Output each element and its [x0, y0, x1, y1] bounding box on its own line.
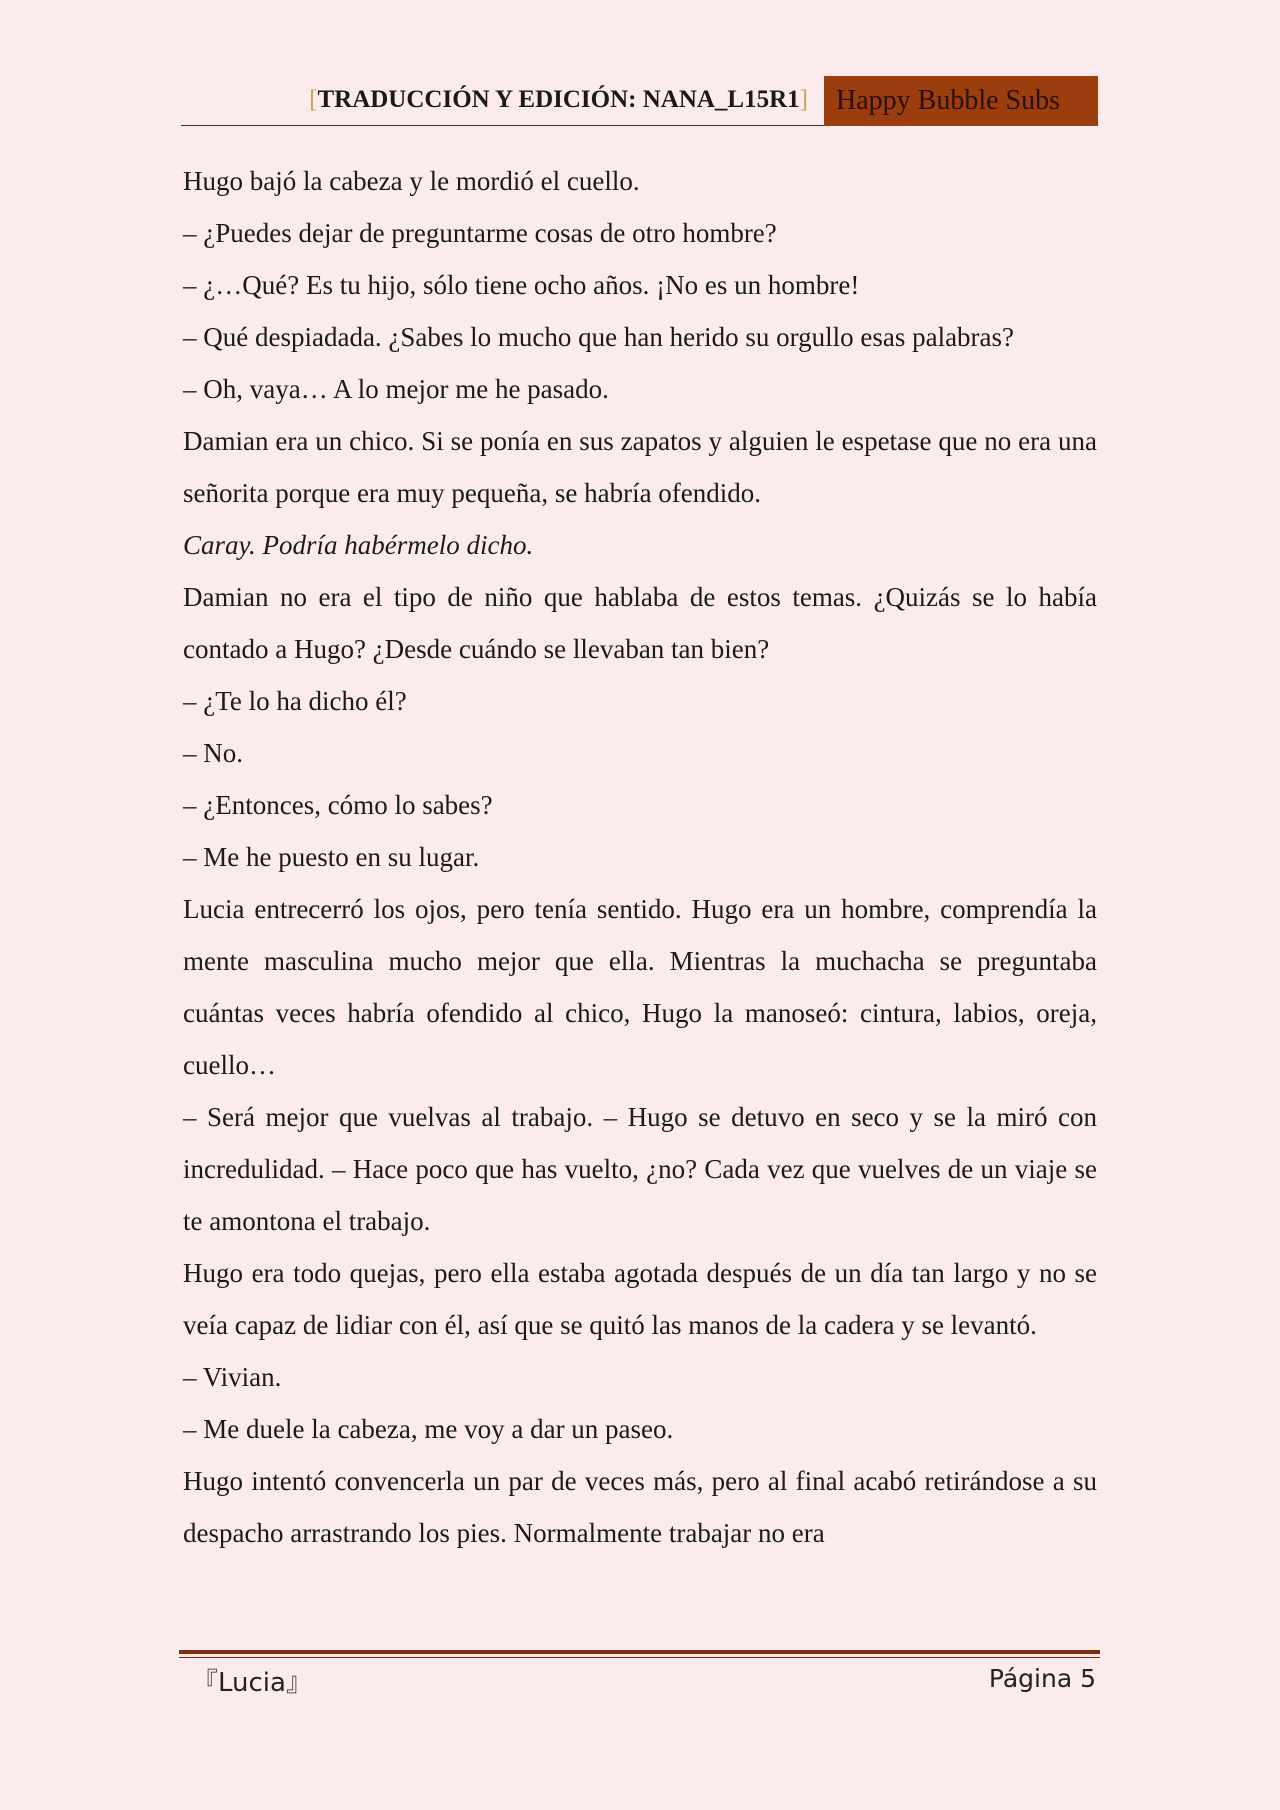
paragraph: Hugo era todo quejas, pero ella estaba agotada después de un día tan largo y no se veía capaz de lidiar con él, así que se quitó las manos de la cadera y se levantó.: [183, 1258, 1097, 1340]
paragraph: Damian era un chico. Si se ponía en sus zapatos y alguien le espetase que no era una señorita porque era muy pequeña, se habría ofendido.: [183, 426, 1097, 508]
footer-rule-thin: [179, 1657, 1100, 1658]
paragraph: – Será mejor que vuelvas al trabajo. – Hugo se detuvo en seco y se la miró con incredulidad. – Hace poco que has vuelto, ¿no? Cada vez que vuelves de un viaje se te amontona el trabajo.: [183, 1102, 1097, 1236]
paragraph: – ¿…Qué? Es tu hijo, sólo tiene ocho años. ¡No es un hombre!: [183, 270, 860, 300]
paragraph: Lucia entrecerró los ojos, pero tenía sentido. Hugo era un hombre, comprendía la mente masculina mucho mejor que ella. Mientras la muchacha se preguntaba cuántas veces habría ofendido al chico, Hugo la manoseó: cintura, labios, oreja, cuello…: [183, 894, 1097, 1080]
paragraph: – Me he puesto en su lugar.: [183, 842, 480, 872]
header-rule: [181, 125, 824, 126]
header-title: [309, 86, 808, 114]
paragraph: Hugo intentó convencerla un par de veces más, pero al final acabó retirándose a su despacho arrastrando los pies. Normalmente trabajar no era: [183, 1466, 1097, 1548]
paragraph: Caray. Podría habérmelo dicho.: [183, 530, 534, 560]
header-title-text: TRADUCCIÓN Y EDICIÓN: NANA_L15R1: [317, 86, 800, 113]
page-header: [181, 76, 1098, 126]
paragraph: Damian no era el tipo de niño que hablaba de estos temas. ¿Quizás se lo había contado a Hugo? ¿Desde cuándo se llevaban tan bien?: [183, 582, 1097, 664]
paragraph: Hugo bajó la cabeza y le mordió el cuello.: [183, 166, 640, 196]
paragraph: – ¿Puedes dejar de preguntarme cosas de otro hombre?: [183, 218, 777, 248]
paragraph: – ¿Te lo ha dicho él?: [183, 686, 407, 716]
paragraph: – Vivian.: [183, 1362, 282, 1392]
paragraph: – No.: [183, 738, 243, 768]
page-body: [183, 155, 1097, 1559]
paragraph: – ¿Entonces, cómo lo sabes?: [183, 790, 493, 820]
header-bracket-open: [: [309, 86, 318, 113]
footer-page-number: Página 5: [988, 1664, 1096, 1693]
header-badge: Happy Bubble Subs: [824, 76, 1098, 126]
header-bracket-close: ]: [799, 86, 808, 113]
paragraph: – Me duele la cabeza, me voy a dar un paseo.: [183, 1414, 674, 1444]
paragraph: – Qué despiadada. ¿Sabes lo mucho que han herido su orgullo esas palabras?: [183, 322, 1015, 352]
footer-book-title: 『Lucia』: [192, 1668, 312, 1698]
footer-rule-thick: [179, 1650, 1100, 1654]
paragraph: – Oh, vaya… A lo mejor me he pasado.: [183, 374, 609, 404]
